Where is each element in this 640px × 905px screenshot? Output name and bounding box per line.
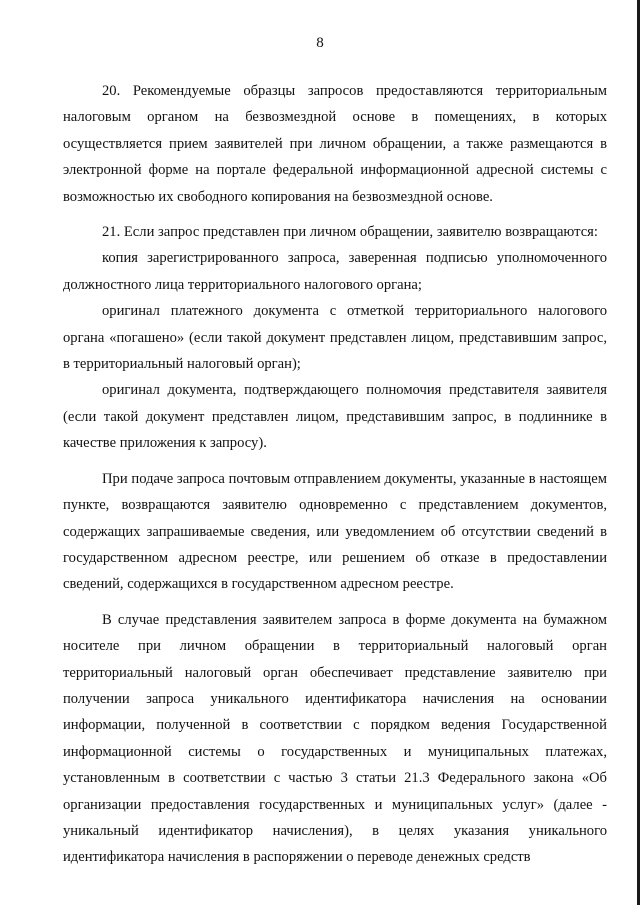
page-number: 8 (316, 35, 324, 51)
document-body (63, 78, 607, 871)
paragraph-21-item-payment: оригинал платежного документа с отметкой территориального налогового органа «погашено» (если такой документ представлен лицом, представившим запрос, в территориальный налоговый орган); (63, 303, 607, 373)
paragraph-21-item-copy: копия зарегистрированного запроса, заверенная подписью уполномоченного должностного лица территориального налогового органа; (63, 250, 607, 293)
paragraph-21: 21. Если запрос представлен при личном обращении, заявителю возвращаются: (102, 224, 598, 241)
paragraph-21-item-authority: оригинал документа, подтверждающего полномочия представителя заявителя (если такой документ представлен лицом, представившим запрос, в подлиннике в качестве приложения к запросу). (63, 382, 607, 452)
paragraph-postal-return: При подаче запроса почтовым отправлением документы, указанные в настоящем пункте, возвращаются заявителю одновременно с представлением документов, содержащих запрашиваемые сведения, или уведомлением об отсутствии сведений в государственном адресном реестре, или решением об отказе в предоставлении сведений, содержащихся в государственном адресном реестре. (63, 470, 607, 593)
paragraph-20: 20. Рекомендуемые образцы запросов предоставляются территориальным налоговым органом на безвозмездной основе в помещениях, в которых осуществляется прием заявителей при личном обращении, а также размещаются в электронной форме на портале федеральной информационной адресной системы с возможностью их свободного копирования на безвозмездной основе. (63, 83, 607, 205)
paragraph-payment-identifier: В случае представления заявителем запроса в форме документа на бумажном носителе при личном обращении в территориальный налоговый орган территориальный налоговый орган обеспечивает представление заявителю при получении запроса уникального идентификатора начисления на основании информации, полученной в соответствии с порядком ведения Государственной информационной системы о государственных и муниципальных платежах, установленным в соответствии с частью 3 статьи 21.3 Федерального закона «Об организации предоставления государственных и муниципальных услуг» (далее - уникальный идентификатор начисления), в целях указания уникального идентификатора начисления в распоряжении о переводе денежных средств (63, 611, 607, 866)
